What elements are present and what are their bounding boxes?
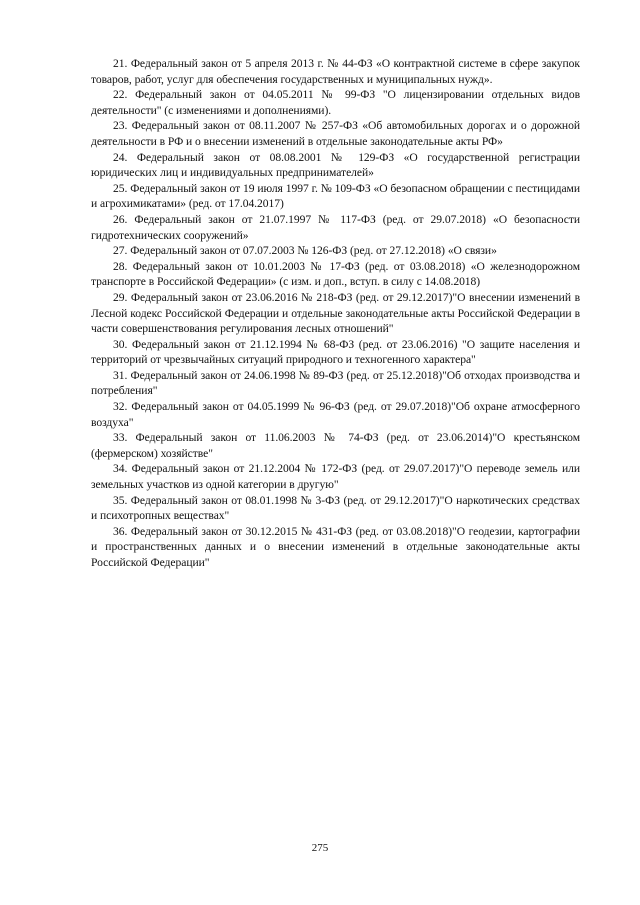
- reference-item-29: 29. Федеральный закон от 23.06.2016 № 218-ФЗ (ред. от 29.12.2017)"О внесении изменений в Лесной кодекс Российской Федерации и отдельные законодательные акты Российской Федерации в части совершенствования регулирования лесных отношений": [91, 290, 580, 336]
- reference-item-26: 26. Федеральный закон от 21.07.1997 № 117-ФЗ (ред. от 29.07.2018) «О безопасности гидротехнических сооружений»: [91, 212, 580, 242]
- reference-item-31: 31. Федеральный закон от 24.06.1998 № 89-ФЗ (ред. от 25.12.2018)"Об отходах производства и потребления": [91, 368, 580, 398]
- reference-item-30: 30. Федеральный закон от 21.12.1994 № 68-ФЗ (ред. от 23.06.2016) "О защите населения и территорий от чрезвычайных ситуаций природного и техногенного характера": [91, 337, 580, 367]
- reference-item-32: 32. Федеральный закон от 04.05.1999 № 96-ФЗ (ред. от 29.07.2018)"Об охране атмосферного воздуха": [91, 400, 580, 429]
- reference-item-23: 23. Федеральный закон от 08.11.2007 № 257-ФЗ «Об автомобильных дорогах и о дорожной деятельности в РФ и о внесении изменений в отдельные законодательные акты РФ»: [91, 119, 580, 148]
- reference-item-33: 33. Федеральный закон от 11.06.2003 № 74-ФЗ (ред. от 23.06.2014)"О крестьянском (фермерском) хозяйстве": [91, 431, 580, 460]
- reference-item-28: 28. Федеральный закон от 10.01.2003 № 17-ФЗ (ред. от 03.08.2018) «О железнодорожном транспорте в Российской Федерации» (с изм. и доп., вступ. в силу с 14.08.2018): [91, 259, 580, 289]
- reference-item-34: 34. Федеральный закон от 21.12.2004 № 172-ФЗ (ред. от 29.07.2017)"О переводе земель или земельных участков из одной категории в другую": [91, 462, 580, 492]
- reference-item-25: 25. Федеральный закон от 19 июля 1997 г. № 109-ФЗ «О безопасном обращении с пестицидами и агрохимикатами» (ред. от 17.04.2017): [91, 181, 580, 211]
- reference-item-22: 22. Федеральный закон от 04.05.2011 № 99-ФЗ "О лицензировании отдельных видов деятельности" (с изменениями и дополнениями).: [91, 88, 580, 117]
- reference-item-27: 27. Федеральный закон от 07.07.2003 № 126-ФЗ (ред. от 27.12.2018) «О связи»: [113, 244, 497, 258]
- reference-item-24: 24. Федеральный закон от 08.08.2001 № 129-ФЗ «О государственной регистрации юридических лиц и индивидуальных предпринимателей»: [91, 150, 580, 180]
- reference-item-21: 21. Федеральный закон от 5 апреля 2013 г. № 44-ФЗ «О контрактной системе в сфере закупок товаров, работ, услуг для обеспечения государственных и муниципальных нужд».: [91, 57, 580, 86]
- reference-item-35: 35. Федеральный закон от 08.01.1998 № 3-ФЗ (ред. от 29.12.2017)"О наркотических средствах и психотропных веществах": [91, 493, 580, 523]
- page-number: 275: [311, 842, 329, 854]
- reference-list: [91, 56, 580, 571]
- reference-item-36: 36. Федеральный закон от 30.12.2015 № 431-ФЗ (ред. от 03.08.2018)"О геодезии, картографии и пространственных данных и о внесении изменений в отдельные законодательные акты Российской Федерации": [91, 524, 580, 569]
- document-page: [91, 56, 580, 571]
